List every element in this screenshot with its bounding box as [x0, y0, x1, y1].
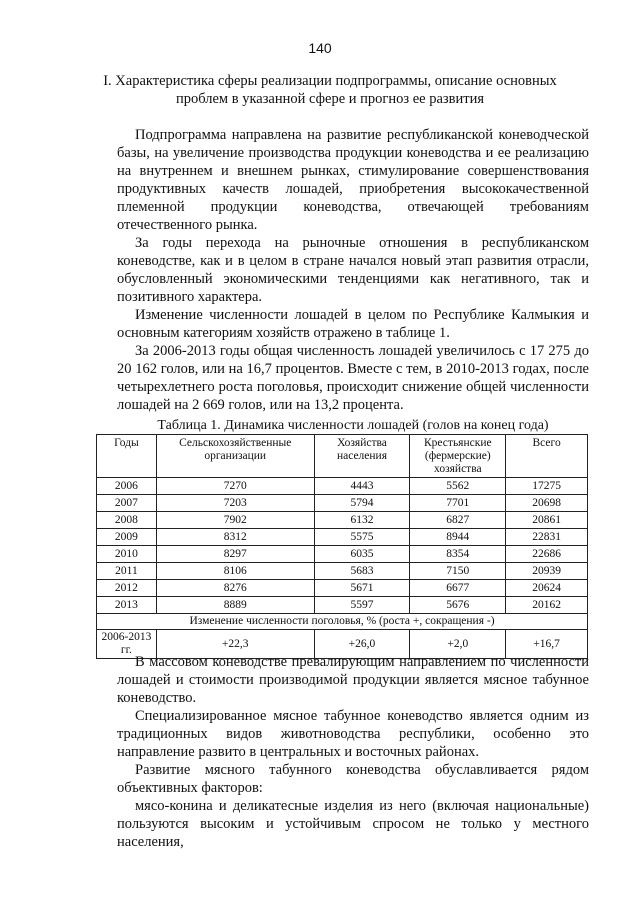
section-heading: I. Характеристика сферы реализации подпрограммы, описание основных проблем в указанной сфере и прогноз ее развития — [103, 73, 557, 107]
table-row — [97, 563, 588, 580]
table-cell: +26,0 — [314, 630, 410, 659]
table-cell: 20698 — [506, 495, 588, 512]
horse-population-table — [96, 434, 588, 659]
table-row — [97, 597, 588, 614]
table-row — [97, 495, 588, 512]
table-cell: 2006-2013 гг. — [97, 630, 157, 659]
table-cell: 5794 — [314, 495, 410, 512]
paragraph: В массовом коневодстве превалирующим направлением по численности лошадей и стоимости производимой продукции является мясное табунное коневодство. — [117, 654, 589, 706]
header-farms: Крестьянские (фермерские) хозяйства — [410, 435, 506, 478]
paragraph: За 2006-2013 годы общая численность лошадей увеличилось с 17 275 до 20 162 голов, или на 16,7 процентов. Вместе с тем, в 2010-2013 годах, после четырехлетнего роста поголовья, происходит снижение общей численности лошадей на 2 669 голов, или на 13,2 процента. — [117, 343, 589, 413]
table-cell: 20162 — [506, 597, 588, 614]
paragraph: Изменение численности лошадей в целом по Республике Калмыкия и основным категориям хозяйств отражено в таблице 1. — [117, 307, 589, 341]
table-cell: 6677 — [410, 580, 506, 597]
paragraph: Развитие мясного табунного коневодства обуславливается рядом объективных факторов: — [117, 762, 589, 796]
table-cell: 8106 — [156, 563, 314, 580]
table-cell: 7701 — [410, 495, 506, 512]
table-cell: 8276 — [156, 580, 314, 597]
table-cell: 7150 — [410, 563, 506, 580]
table-cell: 2013 — [97, 597, 157, 614]
table-cell: 4443 — [314, 478, 410, 495]
table-cell: 2011 — [97, 563, 157, 580]
table-cell: 2007 — [97, 495, 157, 512]
table-caption: Таблица 1. Динамика численности лошадей (голов на конец года) — [157, 418, 549, 433]
table-cell: 5597 — [314, 597, 410, 614]
table-cell: 7270 — [156, 478, 314, 495]
table-cell: 8944 — [410, 529, 506, 546]
table-cell: 2009 — [97, 529, 157, 546]
table-cell: +22,3 — [156, 630, 314, 659]
table-row — [97, 478, 588, 495]
table-cell: 8354 — [410, 546, 506, 563]
table-body — [97, 478, 588, 614]
table-header-row — [97, 435, 588, 478]
table-cell: 8312 — [156, 529, 314, 546]
table-cell: 22686 — [506, 546, 588, 563]
body-text-top — [117, 126, 589, 414]
header-years: Годы — [97, 435, 157, 478]
header-households: Хозяйства населения — [314, 435, 410, 478]
table-cell: 2010 — [97, 546, 157, 563]
table-row — [97, 529, 588, 546]
table-row — [97, 580, 588, 597]
table-cell: 2008 — [97, 512, 157, 529]
paragraph: Подпрограмма направлена на развитие республиканской коневодческой базы, на увеличение производства продукции коневодства и ее реализацию на внутреннем и внешнем рынках, стимулирование совершенствования продуктивных качеств лошадей, приобретения высококачественной племенной продукции коневодства, отвечающей требованиям отечественного рынка. — [117, 127, 589, 233]
table-cell: +16,7 — [506, 630, 588, 659]
table-cell: 8889 — [156, 597, 314, 614]
table-cell: 6132 — [314, 512, 410, 529]
table-cell: 7203 — [156, 495, 314, 512]
table-cell: 2006 — [97, 478, 157, 495]
table-row — [97, 546, 588, 563]
table-cell: 5676 — [410, 597, 506, 614]
table-cell: 5683 — [314, 563, 410, 580]
table-row — [97, 512, 588, 529]
change-label: Изменение численности поголовья, % (роста +, сокращения -) — [97, 614, 588, 630]
header-total: Всего — [506, 435, 588, 478]
table-cell: 7902 — [156, 512, 314, 529]
table-cell: 6035 — [314, 546, 410, 563]
change-label-row — [97, 614, 588, 630]
table-cell: 20624 — [506, 580, 588, 597]
table-cell: 5575 — [314, 529, 410, 546]
table-cell: 17275 — [506, 478, 588, 495]
body-text-bottom — [117, 653, 589, 851]
table-cell: 2012 — [97, 580, 157, 597]
table-cell: 6827 — [410, 512, 506, 529]
table-cell: 22831 — [506, 529, 588, 546]
paragraph: За годы перехода на рыночные отношения в республиканском коневодстве, как и в целом в стране начался новый этап развития отрасли, обусловленный экономическими тенденциями как негативного, так и позитивного характера. — [117, 235, 589, 305]
page-number: 140 — [308, 40, 332, 56]
paragraph: мясо-конина и деликатесные изделия из него (включая национальные) пользуются высоким и устойчивым спросом не только у местного населения, — [117, 798, 589, 850]
table-cell: 8297 — [156, 546, 314, 563]
table-cell: 20939 — [506, 563, 588, 580]
table-cell: +2,0 — [410, 630, 506, 659]
table-cell: 5671 — [314, 580, 410, 597]
table-cell: 5562 — [410, 478, 506, 495]
header-agri-organizations: Сельскохозяйственные организации — [156, 435, 314, 478]
paragraph: Специализированное мясное табунное коневодство является одним из традиционных видов животноводства республики, особенно это направление развито в центральных и восточных районах. — [117, 708, 589, 760]
table-cell: 20861 — [506, 512, 588, 529]
